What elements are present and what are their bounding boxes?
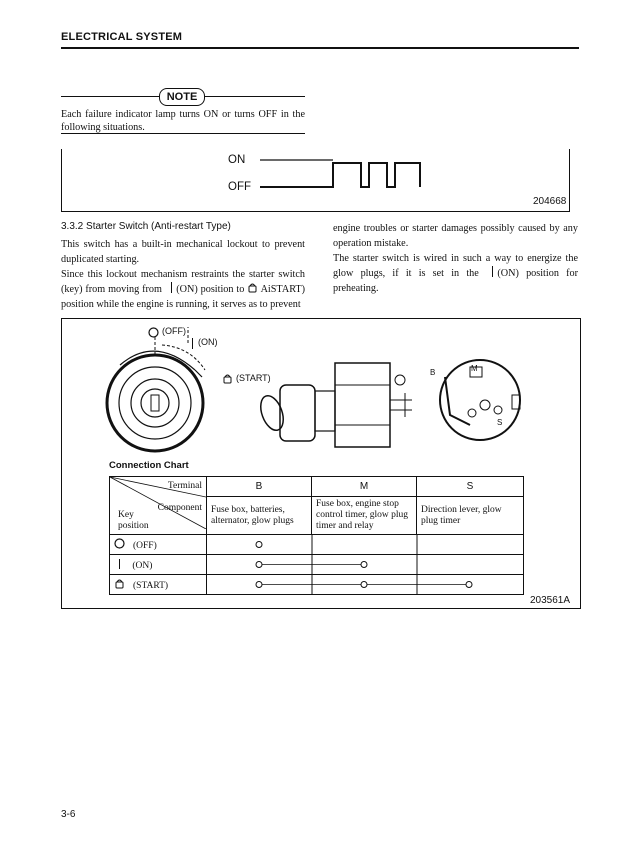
position-off-label: (OFF) xyxy=(133,541,157,551)
para-1: This switch has a built-in mechanical lockout to prevent duplicated starting. xyxy=(61,239,305,265)
terminal-m-header: M xyxy=(312,477,417,497)
section-header: ELECTRICAL SYSTEM xyxy=(61,31,183,43)
terminal-s-label: S xyxy=(497,418,503,427)
on-bar-icon xyxy=(119,559,120,569)
page-number: 3-6 xyxy=(61,809,76,820)
terminal-b-label: B xyxy=(430,368,436,377)
diagram-start-label: (START) xyxy=(236,373,271,383)
table-row xyxy=(110,575,524,595)
connection-on-diagram xyxy=(207,555,522,574)
para-2c: AiSTART) position while the engine is running, it serves as to prevent xyxy=(61,284,305,310)
connection-dot-b xyxy=(256,562,262,568)
connection-dot-b xyxy=(256,542,262,548)
para-2b: (ON) position to xyxy=(176,284,245,295)
key-position-header xyxy=(118,510,149,532)
component-b-cell: Fuse box, batteries, alternator, glow plugs xyxy=(207,497,312,535)
corner-header-cell xyxy=(110,477,207,535)
diagram-on-label: (ON) xyxy=(198,337,218,347)
key-label: Key xyxy=(118,510,134,520)
left-column-text xyxy=(61,237,305,312)
off-circle-icon xyxy=(114,538,125,549)
para-2a: Since this lockout mechanism restraints the starter switch (key) from moving from xyxy=(61,269,305,295)
waveform-signal xyxy=(255,155,435,195)
connection-dot-b xyxy=(256,582,262,588)
off-circle-icon xyxy=(148,327,159,338)
figure-number-203561a: 203561A xyxy=(530,595,571,606)
connection-off-cells xyxy=(207,535,524,555)
terminal-b-header: B xyxy=(207,477,312,497)
note-text: Each failure indicator lamp turns ON or turns OFF in the following situations. xyxy=(61,109,305,133)
wave-off-label: OFF xyxy=(228,181,251,193)
note-badge: NOTE xyxy=(159,88,205,106)
terminal-m-label: M xyxy=(471,364,478,373)
position-label: position xyxy=(118,521,149,531)
component-header-label: Component xyxy=(157,503,202,513)
position-on-label: (ON) xyxy=(132,560,153,571)
start-key-icon xyxy=(222,373,233,384)
connection-start-diagram xyxy=(207,575,522,594)
para-4a: The starter switch is wired in such a way to energize the glow plugs, if it is set in the xyxy=(333,253,578,279)
table-row xyxy=(110,555,524,575)
section-title: 3.3.2 Starter Switch (Anti-restart Type) xyxy=(61,221,231,232)
para-4b: (ON) position for preheating. xyxy=(333,268,578,294)
connection-off-diagram xyxy=(207,535,522,554)
connection-dot-m xyxy=(361,562,367,568)
position-start-cell xyxy=(110,575,207,595)
figure-number-204668: 204668 xyxy=(533,196,567,207)
position-off-cell xyxy=(110,535,207,555)
connection-chart-table xyxy=(109,476,524,595)
switch-side-illustration xyxy=(250,355,420,455)
on-bar-icon xyxy=(492,266,493,277)
connection-dot-m xyxy=(361,582,367,588)
position-start-label: (START) xyxy=(133,581,169,591)
component-m-cell: Fuse box, engine stop control timer, glow plug timer and relay xyxy=(312,497,417,535)
on-bar-icon xyxy=(192,338,193,349)
terminal-header-label: Terminal xyxy=(167,481,202,491)
para-3: engine troubles or starter damages possibly caused by any operation mistake. xyxy=(333,223,578,249)
on-bar-icon xyxy=(171,282,172,293)
connection-chart-title: Connection Chart xyxy=(109,460,189,471)
connection-dot-s xyxy=(466,582,472,588)
connection-start-cells xyxy=(207,575,524,595)
component-s-cell: Direction lever, glow plug timer xyxy=(417,497,524,535)
start-key-icon xyxy=(114,578,125,589)
terminal-s-header: S xyxy=(417,477,524,497)
connection-on-cells xyxy=(207,555,524,575)
diagram-off-label: (OFF) xyxy=(162,326,186,336)
right-column-text xyxy=(333,221,578,296)
position-on-cell xyxy=(110,555,207,575)
table-row xyxy=(110,535,524,555)
note-bottom-rule xyxy=(61,133,305,134)
wave-on-label: ON xyxy=(228,154,246,166)
terminal-view-illustration xyxy=(430,355,530,445)
start-key-icon xyxy=(247,282,258,293)
header-rule xyxy=(61,47,579,49)
